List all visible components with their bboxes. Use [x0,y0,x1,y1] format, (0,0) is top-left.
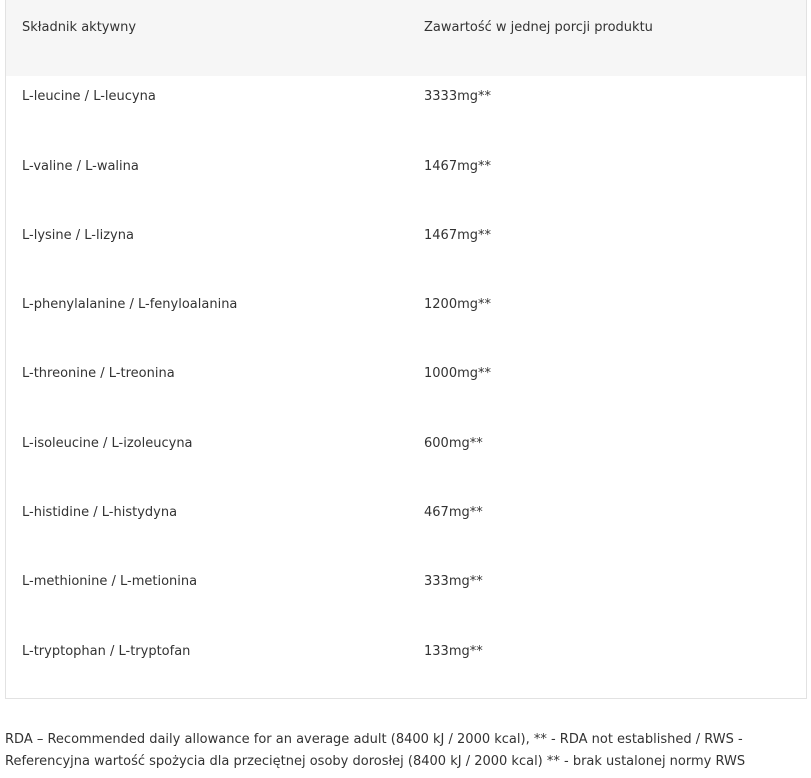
ingredient-amount: 1000mg** [424,366,491,381]
header-content: Zawartość w jednej porcji produktu [424,20,653,35]
ingredient-name: L-phenylalanine / L-fenyloalanina [22,297,238,312]
rda-footnote: RDA – Recommended daily allowance for an average adult (8400 kJ / 2000 kcal), ** - RDA not established / RWS - Referencyjna wartość spożycia dla przeciętnej osoby dorosłej (8400 kJ / 2000 kcal) ** - brak ustalonej normy RWS [5,732,746,769]
table-row [6,573,806,591]
ingredient-amount: 467mg** [424,505,483,520]
ingredient-amount: 3333mg** [424,89,491,104]
ingredient-name: L-lysine / L-lizyna [22,228,134,243]
ingredient-name: L-tryptophan / L-tryptofan [22,644,191,659]
ingredients-table [5,0,807,699]
table-row [6,643,806,661]
table-row [6,158,806,176]
ingredient-amount: 600mg** [424,436,483,451]
ingredient-amount: 1467mg** [424,159,491,174]
table-row [6,227,806,245]
ingredient-amount: 1200mg** [424,297,491,312]
ingredient-name: L-threonine / L-treonina [22,366,175,381]
table-row [6,88,806,106]
ingredient-name: L-isoleucine / L-izoleucyna [22,436,193,451]
header-ingredient: Składnik aktywny [22,20,137,35]
table-row [6,504,806,522]
ingredient-name: L-valine / L-walina [22,159,139,174]
ingredient-name: L-methionine / L-metionina [22,574,198,589]
ingredient-amount: 133mg** [424,644,483,659]
ingredient-amount: 333mg** [424,574,483,589]
table-row [6,365,806,383]
ingredient-amount: 1467mg** [424,228,491,243]
table-row [6,435,806,453]
ingredient-name: L-leucine / L-leucyna [22,89,156,104]
table-header-row [6,0,806,76]
table-row [6,296,806,314]
ingredient-name: L-histidine / L-histydyna [22,505,178,520]
